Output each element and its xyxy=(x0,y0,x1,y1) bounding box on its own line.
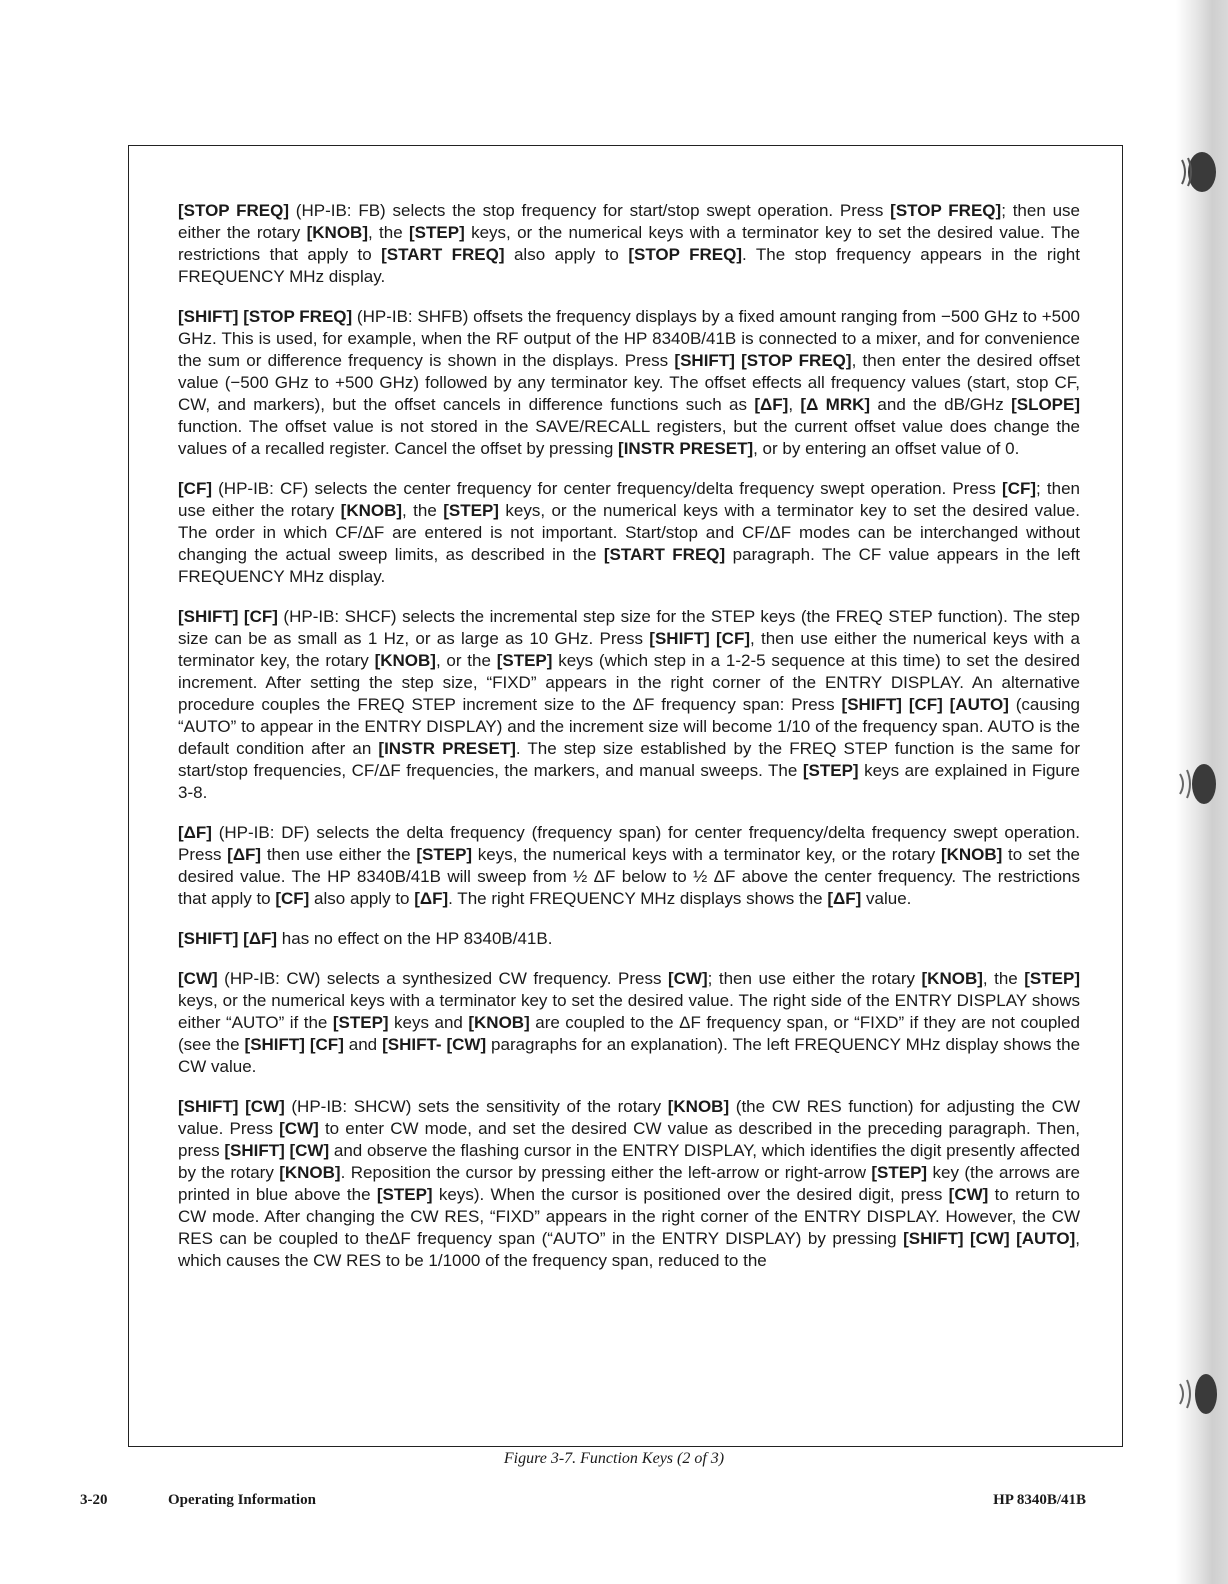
key-label: [CW] xyxy=(178,969,218,988)
key-label: [INSTR PRESET] xyxy=(378,739,516,758)
key-label: [ΔF] xyxy=(414,889,449,908)
paragraph-text: (causing “AUTO” to appear in the ENTRY DISPLAY) and the increment size will become 1/10 of the frequency span. AUTO is the default condition after an xyxy=(178,695,1081,758)
key-label: [KNOB] xyxy=(667,1097,730,1116)
key-label: [STEP] xyxy=(409,223,465,242)
paragraph-text: to set the desired value. The HP 8340B/41B will sweep from ½ ΔF below to ½ ΔF above the center frequency. The restrictions that apply to xyxy=(178,845,1080,908)
key-label: [STOP FREQ] xyxy=(890,201,1002,220)
paragraph-text: (HP-IB: CW) selects a synthesized CW frequency. Press xyxy=(217,969,668,988)
key-label: [SHIFT] [ΔF] xyxy=(178,929,278,948)
key-label: [STOP FREQ] xyxy=(178,201,290,220)
paragraph xyxy=(178,606,1080,804)
paragraph-text: ; then use either the rotary xyxy=(178,479,1080,520)
paragraph-text: . The right FREQUENCY MHz displays shows the xyxy=(448,889,828,908)
key-label: [SLOPE] xyxy=(1011,395,1081,414)
paragraph-text: paragraphs for an explanation). The left FREQUENCY MHz display shows the CW value. xyxy=(178,1035,1081,1076)
section-title: Operating Information xyxy=(168,1492,316,1508)
paragraph-text: , which causes the CW RES to be 1/1000 of the frequency span, reduced to the xyxy=(178,1229,1080,1270)
key-label: [KNOB] xyxy=(374,651,436,670)
paragraph-text: keys (which step in a 1-2-5 sequence at this time) to set the desired increment. After setting the step size, “FIXD” appears in the right corner of the ENTRY DISPLAY. An alternative procedure couples the FREQ STEP increment size to the ΔF frequency span: Press xyxy=(178,651,1081,714)
key-label: [SHIFT] [STOP FREQ] xyxy=(674,351,852,370)
paragraph-text: has no effect on the HP 8340B/41B. xyxy=(277,929,553,948)
key-label: [SHIFT] [CF] xyxy=(244,1035,344,1054)
key-label: [ΔF] xyxy=(227,845,262,864)
key-label: [SHIFT] [CF] xyxy=(649,629,750,648)
paragraph-text: (HP-IB: SHFB) offsets the frequency displays by a fixed amount ranging from −500 GHz to +500 GHz. This is used, for example, when the RF output of the HP 8340B/41B is connected to a mixer, and for convenience the sum or difference frequency is shown in the displays. Press xyxy=(178,307,1081,370)
key-label: [SHIFT] [CW] xyxy=(178,1097,285,1116)
paragraph-text: then use either the xyxy=(261,845,417,864)
key-label: [CW] xyxy=(667,969,708,988)
paragraph-text: , then use either the numerical keys with a terminator key, the rotary xyxy=(178,629,1081,670)
key-label: [KNOB] xyxy=(468,1013,530,1032)
paragraph-text: keys). When the cursor is positioned over the desired digit, press xyxy=(432,1185,949,1204)
paragraph-text: keys, or the numerical keys with a terminator key to set the desired value. The right side of the ENTRY DISPLAY shows either “AUTO” if the xyxy=(178,991,1080,1032)
key-label: [INSTR PRESET] xyxy=(618,439,754,458)
key-label: [START FREQ] xyxy=(381,245,505,264)
key-label: [CF] xyxy=(1002,479,1037,498)
paragraph-text: , then enter the desired offset value (−500 GHz to +500 GHz) followed by any terminator key. The offset effects all frequency values (start, stop CF, CW, and markers), but the offset cancels in difference functions such as xyxy=(178,351,1080,414)
key-label: [STEP] xyxy=(496,651,553,670)
binder-hole-icon xyxy=(1172,762,1218,806)
paragraph-text: , the xyxy=(982,969,1025,988)
binder-hole-icon xyxy=(1172,1372,1218,1416)
key-label: [STOP FREQ] xyxy=(628,245,742,264)
key-label: [STEP] xyxy=(376,1185,433,1204)
paragraph-text: and the dB/GHz xyxy=(870,395,1012,414)
paragraph-text: and xyxy=(343,1035,383,1054)
paragraph xyxy=(178,1096,1080,1272)
paragraph-text: . Reposition the cursor by pressing either the left-arrow or right-arrow xyxy=(340,1163,872,1182)
paragraph-text: keys, the numerical keys with a terminator key, or the rotary xyxy=(472,845,941,864)
paragraph xyxy=(178,200,1080,288)
paragraph-text: keys, or the numerical keys with a terminator key to set the desired value. The restrictions that apply to xyxy=(178,223,1081,264)
key-label: [SHIFT] [CF] xyxy=(178,607,278,626)
paragraph xyxy=(178,968,1080,1078)
paragraph-text: value. xyxy=(861,889,912,908)
paragraph xyxy=(178,928,1080,950)
paragraph-text: , the xyxy=(368,223,410,242)
key-label: [KNOB] xyxy=(279,1163,341,1182)
key-label: [START FREQ] xyxy=(603,545,726,564)
paragraph-text: (HP-IB: DF) selects the delta frequency (frequency span) for center frequency/delta frequency swept operation. Press xyxy=(178,823,1080,864)
key-label: [STEP] xyxy=(332,1013,389,1032)
key-label: [ΔF] xyxy=(178,823,212,842)
paragraph-text: (HP-IB: SHCF) selects the incremental step size for the STEP keys (the FREQ STEP function). The step size can be as small as 1 Hz, or as large as 10 GHz. Press xyxy=(178,607,1081,648)
paragraph-text: (HP-IB: CF) selects the center frequency for center frequency/delta frequency swept operation. Press xyxy=(211,479,1003,498)
function-keys-text xyxy=(178,200,1080,1290)
key-label: [STEP] xyxy=(802,761,859,780)
binder-hole-icon xyxy=(1172,150,1218,194)
key-label: [CF] xyxy=(178,479,212,498)
key-label: [STEP] xyxy=(871,1163,928,1182)
paragraph-text: keys are explained in Figure 3-8. xyxy=(178,761,1081,802)
paragraph xyxy=(178,822,1080,910)
key-label: [KNOB] xyxy=(340,501,403,520)
key-label: [KNOB] xyxy=(306,223,368,242)
paragraph-text: , the xyxy=(402,501,444,520)
paragraph-text: and observe the flashing cursor in the ENTRY DISPLAY, which identifies the digit presently affected by the rotary xyxy=(178,1141,1080,1182)
model-name: HP 8340B/41B xyxy=(993,1492,1086,1508)
key-label: [SHIFT] [STOP FREQ] xyxy=(178,307,353,326)
key-label: [STEP] xyxy=(1024,969,1080,988)
paragraph-text: (the CW RES function) for adjusting the CW value. Press xyxy=(178,1097,1080,1138)
paragraph-text: ; then use either the rotary xyxy=(178,201,1080,242)
paragraph-text: . The stop frequency appears in the right FREQUENCY MHz display. xyxy=(178,245,1080,286)
key-label: [KNOB] xyxy=(940,845,1003,864)
figure-caption: Figure 3-7. Function Keys (2 of 3) xyxy=(503,1450,725,1467)
key-label: [SHIFT- [CW] xyxy=(382,1035,487,1054)
paragraph-text: (HP-IB: SHCW) sets the sensitivity of the rotary xyxy=(284,1097,668,1116)
key-label: [ΔF] xyxy=(827,889,862,908)
key-label: [Δ MRK] xyxy=(800,395,871,414)
paragraph-text: , xyxy=(788,395,801,414)
key-label: [CF] xyxy=(275,889,310,908)
paragraph-text: key (the arrows are printed in blue above the xyxy=(178,1163,1080,1204)
paragraph-text: also apply to xyxy=(504,245,629,264)
paragraph-text: paragraph. The CF value appears in the left FREQUENCY MHz display. xyxy=(178,545,1080,586)
key-label: [SHIFT] [CW] xyxy=(224,1141,330,1160)
paragraph-text: are coupled to the ΔF frequency span, or “FIXD” if they are not coupled (see the xyxy=(178,1013,1080,1054)
paragraph-text: , or by entering an offset value of 0. xyxy=(753,439,1020,458)
paragraph-text: to enter CW mode, and set the desired CW value as described in the preceding paragraph. Then, press xyxy=(178,1119,1080,1160)
key-label: [CW] xyxy=(948,1185,989,1204)
page-number: 3-20 xyxy=(80,1492,108,1508)
paragraph-text: to return to CW mode. After changing the CW RES, “FIXD” appears in the right corner of the ENTRY DISPLAY. However, the CW RES can be coupled to theΔF frequency span (“AUTO” in the ENTRY DISPLAY) by pressing xyxy=(178,1185,1081,1248)
key-label: [STEP] xyxy=(416,845,473,864)
key-label: [STEP] xyxy=(443,501,499,520)
key-label: [ΔF] xyxy=(754,395,789,414)
paragraph-text: (HP-IB: FB) selects the stop frequency for start/stop swept operation. Press xyxy=(289,201,891,220)
paragraph xyxy=(178,306,1080,460)
key-label: [KNOB] xyxy=(921,969,983,988)
paragraph-text: also apply to xyxy=(309,889,415,908)
paragraph-text: ; then use either the rotary xyxy=(707,969,922,988)
key-label: [CW] xyxy=(279,1119,319,1138)
key-label: [SHIFT] [CF] [AUTO] xyxy=(841,695,1009,714)
paragraph-text: keys, or the numerical keys with a terminator key to set the desired value. The order in which CF/ΔF are entered is not important. Start/stop and CF/ΔF modes can be interchanged without changing the actual sweep limits, as described in the xyxy=(178,501,1080,564)
paragraph-text: keys and xyxy=(388,1013,469,1032)
paragraph xyxy=(178,478,1080,588)
paragraph-text: function. The offset value is not stored in the SAVE/RECALL registers, but the current offset value does change the values of a recalled register. Cancel the offset by pressing xyxy=(178,417,1080,458)
paragraph-text: . The step size established by the FREQ STEP function is the same for start/stop frequencies, CF/ΔF frequencies, the markers, and manual sweeps. The xyxy=(178,739,1081,780)
key-label: [SHIFT] [CW] [AUTO] xyxy=(903,1229,1076,1248)
paragraph-text: , or the xyxy=(435,651,497,670)
